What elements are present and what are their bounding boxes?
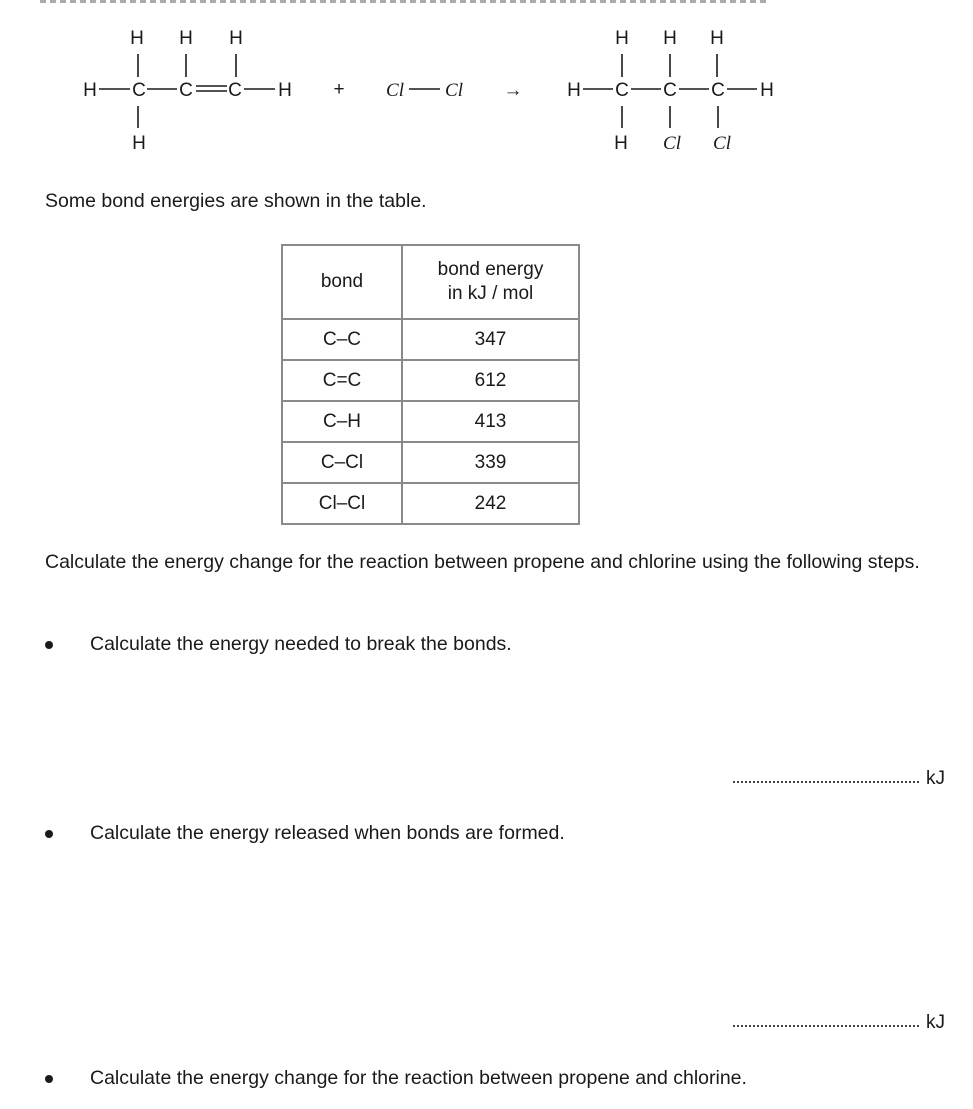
dichloropropane-structure	[567, 28, 774, 154]
atom-h: H	[278, 80, 292, 101]
atom-cl: Cl	[386, 80, 404, 101]
atom-h: H	[179, 28, 193, 49]
atom-cl: Cl	[663, 133, 681, 154]
atom-c: C	[615, 80, 629, 101]
bond-cell: C–C	[282, 319, 402, 360]
bullet-icon	[45, 641, 53, 649]
energy-cell: 612	[402, 360, 579, 401]
atom-cl: Cl	[445, 80, 463, 101]
dotted-answer-line[interactable]	[732, 1024, 920, 1028]
propene-structure	[83, 28, 292, 154]
atom-h: H	[615, 28, 629, 49]
table-header-row	[282, 245, 579, 319]
atom-c: C	[132, 80, 146, 101]
atom-h: H	[760, 80, 774, 101]
step-text: Calculate the energy change for the reaction between propene and chlorine.	[90, 1067, 747, 1089]
table-row	[282, 483, 579, 524]
answer-line-form-energy[interactable]	[732, 1012, 945, 1034]
atom-h: H	[229, 28, 243, 49]
question-instruction: Calculate the energy change for the reaction between propene and chlorine using the following steps.	[45, 551, 920, 573]
energy-cell: 242	[402, 483, 579, 524]
bullet-icon	[45, 1075, 53, 1083]
answer-unit: kJ	[926, 768, 945, 789]
bond-cell: C=C	[282, 360, 402, 401]
header-energy-line2: in kJ / mol	[447, 283, 534, 304]
step-text: Calculate the energy released when bonds are formed.	[90, 822, 565, 844]
answer-line-break-energy[interactable]	[732, 768, 945, 790]
atom-h: H	[130, 28, 144, 49]
table-row	[282, 401, 579, 442]
bullet-icon	[45, 830, 53, 838]
bond-cell: Cl–Cl	[282, 483, 402, 524]
atom-cl: Cl	[713, 133, 731, 154]
atom-c: C	[179, 80, 193, 101]
energy-cell: 347	[402, 319, 579, 360]
table-row	[282, 442, 579, 483]
atom-h: H	[83, 80, 97, 101]
step-form-bonds	[45, 822, 565, 845]
header-energy-line1: bond energy	[437, 259, 544, 281]
header-bond-energy	[402, 245, 579, 319]
step-energy-change	[45, 1067, 747, 1090]
atom-c: C	[228, 80, 242, 101]
atom-c: C	[663, 80, 677, 101]
atom-h: H	[567, 80, 581, 101]
atom-h: H	[710, 28, 724, 49]
table-row	[282, 360, 579, 401]
atom-h: H	[663, 28, 677, 49]
table-intro: Some bond energies are shown in the table.	[45, 190, 427, 212]
table-row	[282, 319, 579, 360]
energy-cell: 339	[402, 442, 579, 483]
energy-cell: 413	[402, 401, 579, 442]
bond-energy-table	[281, 244, 580, 525]
answer-unit: kJ	[926, 1012, 945, 1033]
atom-h: H	[614, 133, 628, 154]
step-break-bonds	[45, 633, 512, 656]
plus-sign: +	[333, 79, 345, 100]
header-bond: bond	[282, 245, 402, 319]
step-text: Calculate the energy needed to break the bonds.	[90, 633, 512, 655]
bond-cell: C–Cl	[282, 442, 402, 483]
bond-cell: C–H	[282, 401, 402, 442]
reaction-arrow: →	[503, 80, 523, 101]
dotted-answer-line[interactable]	[732, 780, 920, 784]
atom-c: C	[711, 80, 725, 101]
atom-h: H	[132, 133, 146, 154]
reaction-equation	[0, 0, 973, 180]
chlorine-molecule	[386, 80, 463, 101]
